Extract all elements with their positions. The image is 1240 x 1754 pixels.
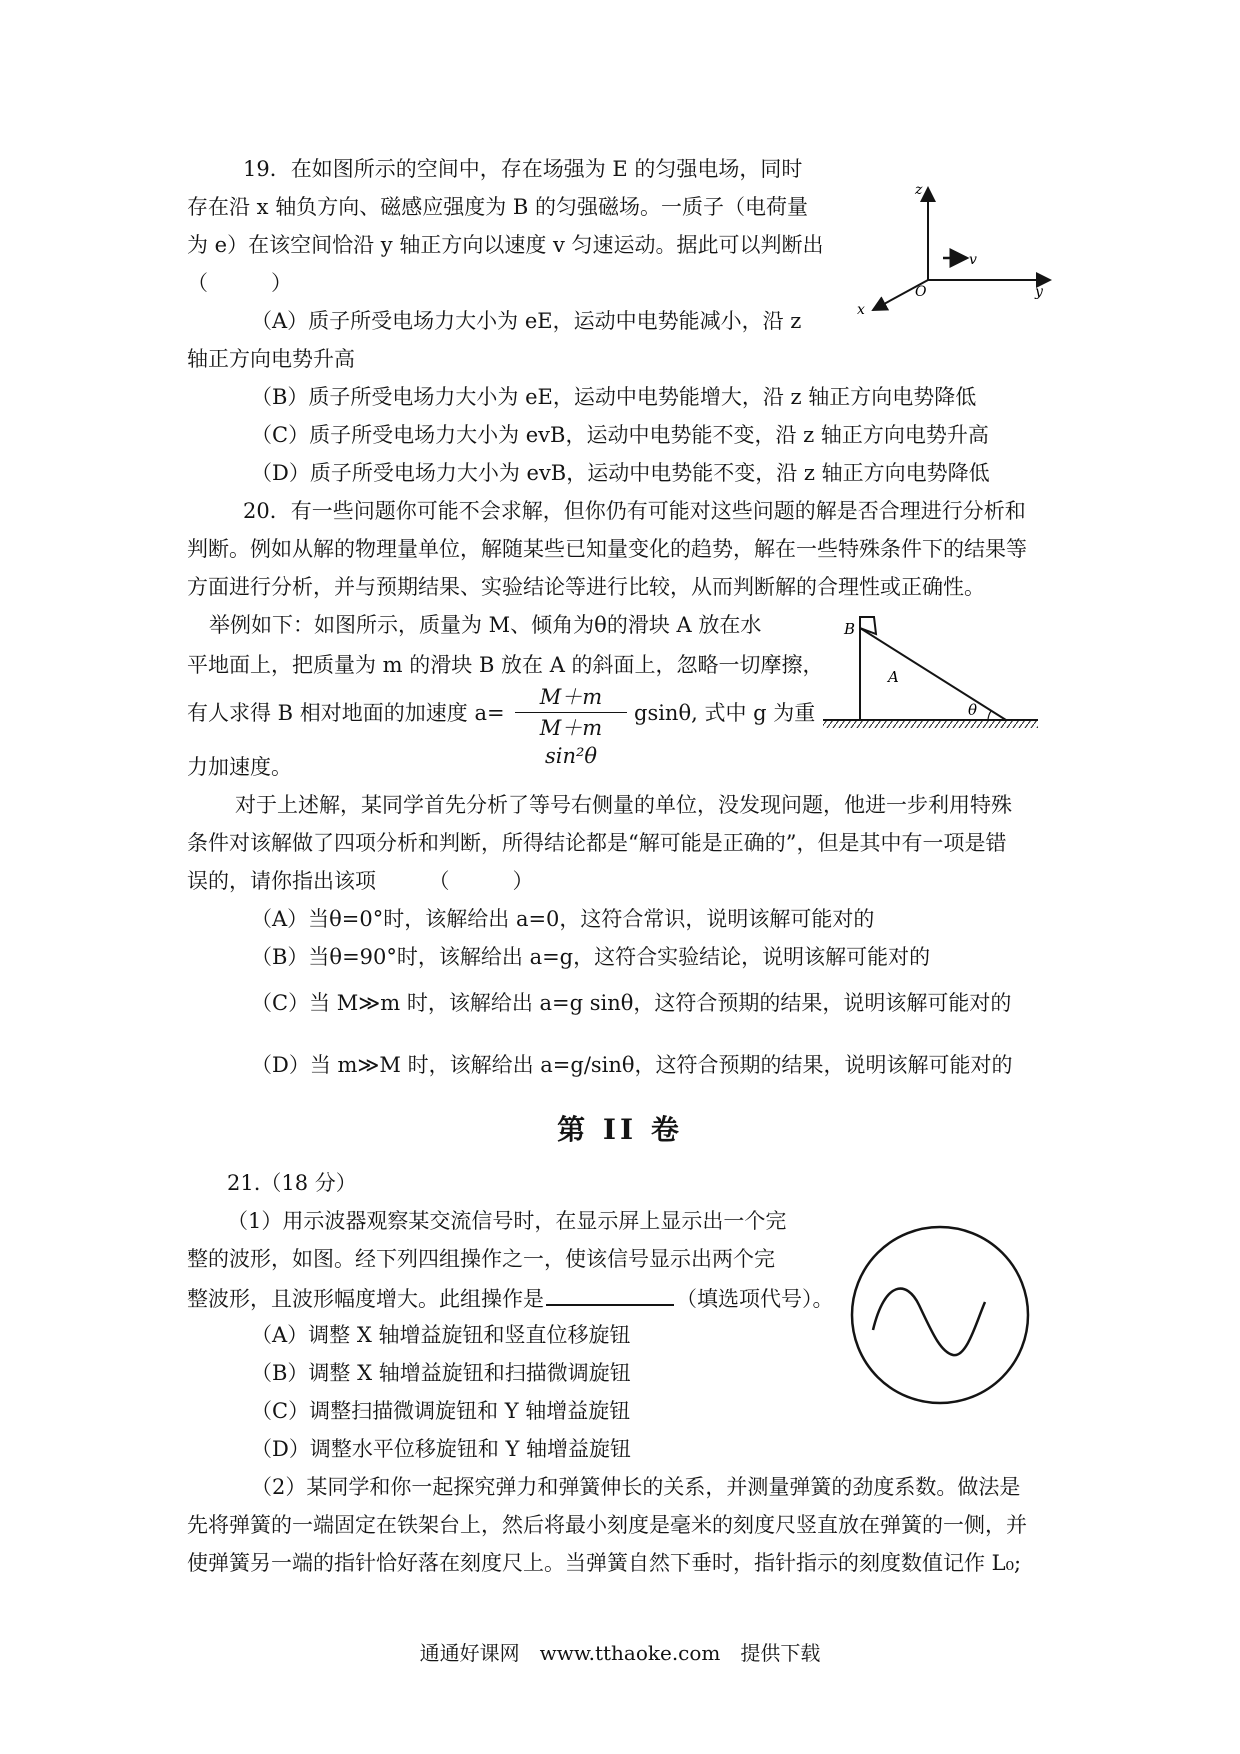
- q20-option-b: （B）当θ=90°时，该解给出 a=g，这符合实验结论，说明该解可能对的: [251, 945, 931, 969]
- q19-option-d: （D）质子所受电场力大小为 evB，运动中电势能不变，沿 z 轴正方向电势降低: [251, 461, 990, 485]
- q19-line-4: （ ）: [187, 271, 292, 295]
- page-footer: 通通好课网 www.tthaoke.com 提供下载: [419, 1641, 821, 1665]
- q20-line-8: 对于上述解，某同学首先分析了等号右侧量的单位，没发现问题，他进一步利用特殊: [235, 793, 1012, 817]
- q20-line-1: 20．有一些问题你可能不会求解，但你仍有可能对这些问题的解是否合理进行分析和: [243, 499, 1026, 523]
- q19-option-b: （B）质子所受电场力大小为 eE，运动中电势能增大，沿 z 轴正方向电势降低: [251, 385, 977, 409]
- q20-option-d: （D）当 m≫M 时，该解给出 a=g/sinθ，这符合预期的结果，说明该解可能对的: [251, 1053, 1013, 1077]
- q21-option-d: （D）调整水平位移旋钮和 Y 轴增益旋钮: [251, 1437, 632, 1461]
- q21-head: 21.（18 分）: [227, 1171, 357, 1195]
- y-label: y: [1035, 284, 1043, 300]
- q19-line-2: 存在沿 x 轴负方向、磁感应强度为 B 的匀强磁场。一质子（电荷量: [187, 195, 808, 219]
- section-title: 第 II 卷: [557, 1113, 683, 1146]
- q20-option-c: （C）当 M≫m 时，该解给出 a=g sinθ，这符合预期的结果，说明该解可能对的: [251, 991, 1012, 1015]
- q20-line-6-pre: 有人求得 B 相对地面的加速度 a=: [187, 701, 505, 725]
- oscilloscope-screen-figure: [845, 1220, 1035, 1410]
- q19-line-3: 为 e）在该空间恰沿 y 轴正方向以速度 v 匀速运动。据此可以判断出: [187, 233, 824, 257]
- q21-part2-line-1: （2）某同学和你一起探究弹力和弹簧伸长的关系，并测量弹簧的劲度系数。做法是: [251, 1475, 1021, 1499]
- q21-part1-line-1: （1）用示波器观察某交流信号时，在显示屏上显示出一个完: [227, 1209, 787, 1233]
- q20-option-a: （A）当θ=0°时，该解给出 a=0，这符合常识，说明该解可能对的: [251, 907, 875, 931]
- q20-line-2: 判断。例如从解的物理量单位，解随某些已知量变化的趋势，解在一些特殊条件下的结果等: [187, 537, 1027, 561]
- q19-option-c: （C）质子所受电场力大小为 evB，运动中电势能不变，沿 z 轴正方向电势升高: [251, 423, 989, 447]
- sine-wave: [873, 1289, 985, 1356]
- q21-part2-line-3: 使弹簧另一端的指针恰好落在刻度尺上。当弹簧自然下垂时，指针指示的刻度数值记作 L₀;: [187, 1551, 1022, 1575]
- q20-line-9: 条件对该解做了四项分析和判断，所得结论都是“解可能是正确的”，但是其中有一项是错: [187, 831, 1007, 855]
- incline-figure: [818, 612, 1043, 742]
- q19-option-a: （A）质子所受电场力大小为 eE，运动中电势能减小，沿 z: [251, 309, 802, 333]
- label-b: B: [844, 620, 856, 638]
- fraction-numerator: M＋m: [515, 683, 627, 713]
- q21-option-b: （B）调整 X 轴增益旋钮和扫描微调旋钮: [251, 1361, 631, 1385]
- block-b: [860, 617, 876, 634]
- fraction-denominator: M＋m sin²θ: [539, 716, 603, 768]
- v-label: v: [969, 252, 977, 268]
- z-label: z: [915, 182, 923, 198]
- origin-label: O: [915, 284, 927, 300]
- q21-part2-line-2: 先将弹簧的一端固定在铁架台上，然后将最小刻度是毫米的刻度尺竖直放在弹簧的一侧，并: [187, 1513, 1027, 1537]
- label-a: A: [888, 668, 899, 686]
- q21-option-c: （C）调整扫描微调旋钮和 Y 轴增益旋钮: [251, 1399, 631, 1423]
- q20-line-4: 举例如下：如图所示，质量为 M、倾角为θ的滑块 A 放在水: [209, 613, 762, 637]
- label-theta: θ: [968, 701, 978, 719]
- q21-part1-line-3: [187, 1282, 834, 1314]
- q21-part1-line-2: 整的波形，如图。经下列四组操作之一，使该信号显示出两个完: [187, 1247, 775, 1271]
- wedge-a: [860, 628, 1006, 720]
- coordinate-axes-figure: [835, 170, 1075, 330]
- answer-blank[interactable]: [546, 1282, 674, 1306]
- q21-part1-line-3-tail: （填选项代号）。: [676, 1287, 834, 1311]
- q20-line-7: 力加速度。: [187, 755, 292, 779]
- q19-line-1: 19．在如图所示的空间中，存在场强为 E 的匀强电场，同时: [243, 157, 803, 181]
- acceleration-fraction: [515, 683, 627, 770]
- q20-line-5: 平地面上，把质量为 m 的滑块 B 放在 A 的斜面上，忽略一切摩擦，: [187, 653, 824, 677]
- q20-line-3: 方面进行分析，并与预期结果、实验结论等进行比较，从而判断解的合理性或正确性。: [187, 575, 985, 599]
- ground-hatching: [823, 720, 1038, 728]
- angle-arc: [988, 711, 991, 720]
- q21-option-a: （A）调整 X 轴增益旋钮和竖直位移旋钮: [251, 1323, 631, 1347]
- q20-line-10: 误的，请你指出该项 （ ）: [187, 869, 534, 893]
- q20-line-6-post: gsinθ, 式中 g 为重: [634, 701, 816, 725]
- q19-option-a-cont: 轴正方向电势升高: [187, 347, 355, 371]
- x-label: x: [857, 302, 865, 318]
- q21-part1-line-3-text: 整波形，且波形幅度增大。此组操作是: [187, 1287, 544, 1311]
